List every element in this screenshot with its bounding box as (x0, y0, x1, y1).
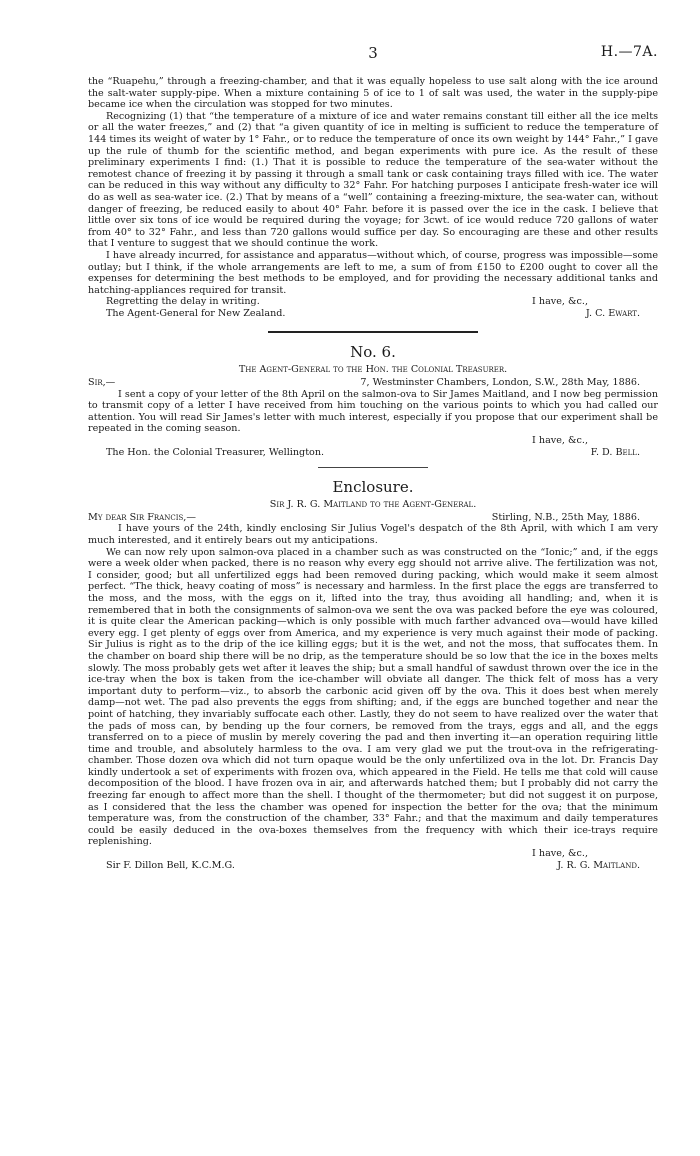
paragraph: I have yours of the 24th, kindly enclosing Sir Julius Vogel's despatch of the 8th April, with which I am very much interested, and it entirely bears out my anticipations. (88, 523, 658, 546)
signature: J. R. G. Maitland. (557, 859, 640, 871)
dateline: Stirling, N.B., 25th May, 1886. (491, 511, 640, 523)
closing-line (88, 848, 658, 860)
closing-left: Regretting the delay in writing. (106, 296, 260, 308)
document-reference: H.—7A. (600, 44, 658, 60)
signature-line (88, 860, 658, 872)
section-subtitle: The Agent-General to the Hon. the Colonial Treasurer. (238, 364, 508, 376)
closing: I have, &c., (532, 848, 588, 860)
closing-right: I have, &c., (532, 296, 588, 308)
paragraph: Recognizing (1) that “the temperature of a mixture of ice and water remains constant till either all the ice melts or all the water freezes,” and (2) that “a given quantity of ice in melting is sufficient to reduce the temperature of 144 times its weight of water by 1° Fahr., or to reduce the temperature of once its own weight by 144° Fahr.,” I gave up the rule of thumb for the scientific method, and began experiments with pure ice. As the result of these preliminary experiments I find: (1.) That it is possible to reduce the temperature of the sea-water without the remotest chance of freezing it by passing it through a small tank or cask containing trays filled with ice. The water can be reduced in this way without any difficulty to 32° Fahr. For hatching purposes I anticipate fresh-water ice will do as well as sea-water ice. (2.) That by means of a “well” containing a freezing-mixture, the sea-water can, without danger of freezing, be reduced easily to about 40° Fahr. before it is passed over the ice in the cask. I believe that little over six tons of ice would be required during the voyage; for 3cwt. of ice would reduce 720 gallons of water from 40° to 32° Fahr., and less than 720 gallons would suffice per day. So encouraging are these and other results that I venture to suggest that we should continue the work. (88, 110, 658, 250)
enclosure-subtitle: Sir J. R. G. Maitland to the Agent-General. (269, 499, 477, 511)
paragraph: We can now rely upon salmon-ova placed in a chamber such as was constructed on the “Ionic;” and, if the eggs were a week older when packed, there is no reason why every egg should not arrive alive. The fertilization was not, I consider, good; but all unfertilized eggs had been removed during packing, which would make it seem almost perfect. “The thick, heavy coating of moss” is necessary and harmless. In the first place the eggs are transferred to the moss, and the moss, with the eggs on it, lifted into the tray, thus avoiding all handling; and, when it is remembered that in both the consignments of salmon-ova we sent the ova was packed before the eye was coloured, it is quite clear the American packing—which is only possible with much farther advanced ova—would have killed every egg. I get plenty of eggs over from America, and my experience is very much against their mode of packing. Sir Julius is right as to the drip of the ice killing eggs; but it is the wet, and not the moss, that suffocates them. In the chamber on board ship there will be no drip, as the temperature should be so low that the ice in the boxes melts slowly. The moss probably gets wet after it leaves the ship; but a small handful of sawdust thrown over the ice in the ice-tray when the box is taken from the ice-chamber will obviate all danger. The thick felt of moss has a very important duty to perform—viz., to absorb the carbonic acid given off by the ova. This it does best when merely damp—not wet. The pad also prevents the eggs from shifting; and, if the eggs are bunched together and near the point of hatching, they invariably suffocate each other. Lastly, they do not seem to have realized over the water that the pads of moss can, by bending up the four corners, be removed from the trays, eggs and all, and the eggs transferred on to a piece of muslin by merely covering the pad and then inverting it—an operation requiring little time and trouble, and absolutely harmless to the ova. I am very glad we put the trout-ova in the refrigerating-chamber. Those dozen ova which did not turn opaque would be the only unfertilized ova in the lot. Dr. Francis Day kindly undertook a set of experiments with frozen ova, which appeared in the Field. He tells me that cold will cause decomposition of the blood. I have frozen ova in air, and afterwards hatched them; but I probably did not carry the freezing far enough to affect more than the shell. I thought of the thermometer; but did not suggest it on purpose, as I considered that the less the chamber was opened for inspection the better for the ova; that the minimum temperature was, from the construction of the chamber, 33° Fahr.; and that the maximum and daily temperatures could be easily deduced in the ova-boxes themselves from the frequency with which their ice-trays require replenishing. (88, 546, 658, 848)
document-body (88, 76, 658, 871)
paragraph: I have already incurred, for assistance and apparatus—without which, of course, progress was impossible—some outlay; but I think, if the whole arrangements are left to me, a sum of from £150 to £200 ought to cover all the expenses for determining the best methods to be employed, and for providing the necessary additional tanks and hatching-appliances required for transit. (88, 249, 658, 296)
paragraph: I sent a copy of your letter of the 8th April on the salmon-ova to Sir James Maitland, and I now beg permission to transmit copy of a letter I have received from him touching on the various points to which you had called our attention. You will read Sir James's letter with much interest, especially if you propose that our experiment shall be repeated in the coming season. (88, 388, 658, 435)
signature-line (88, 447, 658, 459)
page-header (88, 44, 658, 64)
signature-line (88, 308, 658, 320)
salutation: My dear Sir Francis,— (88, 511, 196, 523)
section-divider (268, 331, 478, 333)
page-number: 3 (368, 44, 378, 62)
enclosure-title: Enclosure. (332, 478, 414, 497)
closing: I have, &c., (532, 435, 588, 447)
closing-line (88, 296, 658, 308)
section-title: No. 6. (350, 343, 396, 362)
salutation-dateline (88, 512, 658, 524)
signature: F. D. Bell. (590, 446, 640, 458)
addressee: The Agent-General for New Zealand. (106, 307, 286, 319)
section-divider (318, 467, 428, 468)
signature: J. C. Ewart. (585, 307, 640, 319)
salutation: Sir,— (88, 377, 116, 389)
paragraph: the “Ruapehu,” through a freezing-chamber, and that it was equally hopeless to use salt along with the ice around the salt-water supply-pipe. When a mixture containing 5 of ice to 1 of salt was used, the water in the supply-pipe became ice when the circulation was stopped for two minutes. (88, 76, 658, 111)
dateline: 7, Westminster Chambers, London, S.W., 28th May, 1886. (360, 377, 640, 389)
addressee: The Hon. the Colonial Treasurer, Wellington. (106, 446, 325, 458)
closing-line (88, 435, 658, 447)
addressee: Sir F. Dillon Bell, K.C.M.G. (106, 859, 235, 871)
salutation-dateline (88, 377, 658, 389)
